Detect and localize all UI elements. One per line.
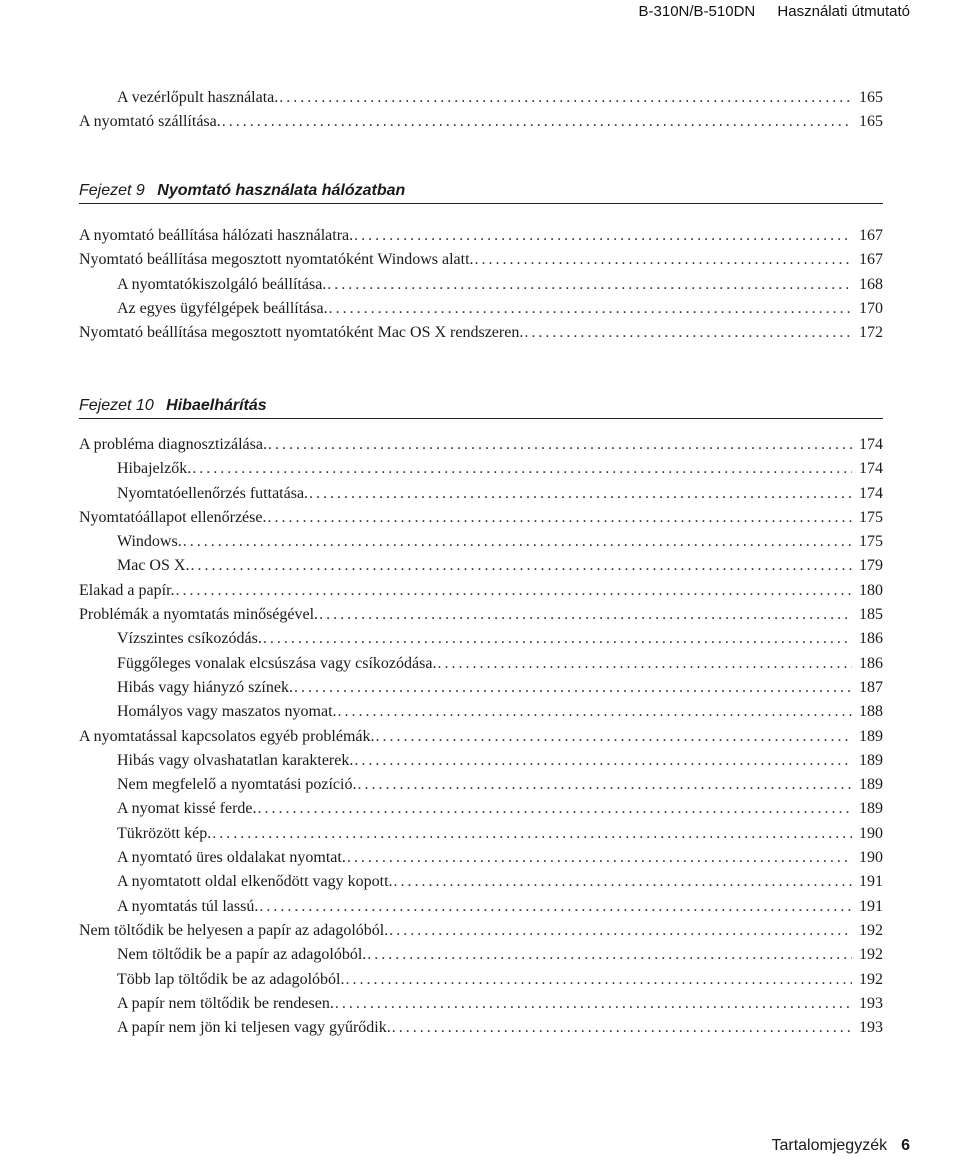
toc-entry-title: A nyomtató szállítása. bbox=[79, 113, 221, 131]
toc-leader-dots bbox=[329, 297, 852, 321]
toc-leader-dots bbox=[259, 895, 852, 919]
toc-leader-dots bbox=[392, 1016, 852, 1040]
toc-leader-dots bbox=[279, 86, 852, 110]
toc-entry-page: 189 bbox=[859, 800, 883, 818]
toc-entry-page: 175 bbox=[859, 508, 883, 526]
toc-leader-dots bbox=[389, 919, 852, 943]
toc-entry[interactable] bbox=[79, 224, 883, 248]
toc-entry-page: 174 bbox=[859, 460, 883, 478]
toc-entry-page: 191 bbox=[859, 897, 883, 915]
chapter-9-title: Nyomtató használata hálózatban bbox=[157, 182, 406, 199]
toc-entry-title: A nyomtatás túl lassú. bbox=[117, 897, 259, 915]
toc-entry-title: Vízszintes csíkozódás. bbox=[117, 630, 262, 648]
toc-entry-title: A nyomat kissé ferde. bbox=[117, 800, 257, 818]
toc-entry-title: A nyomtatással kapcsolatos egyéb problémák. bbox=[79, 727, 375, 745]
toc-leader-dots bbox=[354, 749, 852, 773]
toc-entry[interactable] bbox=[79, 773, 883, 797]
toc-entry-page: 189 bbox=[859, 776, 883, 794]
toc-leader-dots bbox=[268, 433, 852, 457]
toc-entry[interactable] bbox=[79, 86, 883, 110]
toc-entry-title: Mac OS X. bbox=[117, 557, 190, 575]
toc-entry-title: A nyomtatókiszolgáló beállítása. bbox=[117, 275, 327, 293]
toc-entry[interactable] bbox=[79, 433, 883, 457]
chapter-10-number: Fejezet 10 bbox=[79, 397, 154, 414]
toc-leader-dots bbox=[335, 992, 852, 1016]
toc-entry-page: 191 bbox=[859, 873, 883, 891]
toc-entry-page: 189 bbox=[859, 727, 883, 745]
toc-entry-title: A papír nem jön ki teljesen vagy gyűrődik. bbox=[117, 1019, 391, 1037]
toc-entry-title: Nyomtatóellenőrzés futtatása. bbox=[117, 484, 309, 502]
toc-entry-title: Több lap töltődik be az adagolóból. bbox=[117, 970, 345, 988]
toc-entry-page: 189 bbox=[859, 751, 883, 769]
toc-leader-dots bbox=[267, 506, 852, 530]
toc-entry[interactable] bbox=[79, 992, 883, 1016]
toc-entry[interactable] bbox=[79, 700, 883, 724]
chapter-10-entries bbox=[79, 433, 883, 1040]
toc-entry-title: Windows. bbox=[117, 533, 182, 551]
toc-leader-dots bbox=[338, 700, 852, 724]
toc-leader-dots bbox=[176, 579, 852, 603]
toc-entry-title: Nem töltődik be helyesen a papír az adagolóból. bbox=[79, 921, 389, 939]
toc-entry[interactable] bbox=[79, 554, 883, 578]
toc-leader-dots bbox=[258, 797, 852, 821]
toc-leader-dots bbox=[327, 273, 852, 297]
header-doc-title: Használati útmutató bbox=[777, 3, 910, 20]
toc-leader-dots bbox=[309, 482, 852, 506]
toc-entry[interactable] bbox=[79, 1016, 883, 1040]
toc-entry-title: A papír nem töltődik be rendesen. bbox=[117, 994, 334, 1012]
toc-entry-page: 188 bbox=[859, 703, 883, 721]
toc-entry-page: 165 bbox=[859, 113, 883, 131]
toc-entry-page: 179 bbox=[859, 557, 883, 575]
toc-entry-page: 186 bbox=[859, 654, 883, 672]
toc-entry[interactable] bbox=[79, 530, 883, 554]
footer-section: Tartalomjegyzék bbox=[771, 1137, 888, 1154]
page-footer bbox=[771, 1137, 910, 1155]
footer-page-number: 6 bbox=[901, 1137, 910, 1154]
toc-entry[interactable] bbox=[79, 846, 883, 870]
toc-entry-page: 193 bbox=[859, 994, 883, 1012]
toc-entry-title: A vezérlőpult használata. bbox=[117, 89, 279, 106]
toc-leader-dots bbox=[222, 110, 852, 134]
toc-entry[interactable] bbox=[79, 321, 883, 345]
toc-leader-dots bbox=[475, 248, 852, 272]
toc-entry-page: 193 bbox=[859, 1019, 883, 1037]
toc-entry-page: 174 bbox=[859, 484, 883, 502]
toc-entry-title: Problémák a nyomtatás minőségével. bbox=[79, 606, 319, 624]
toc-entry[interactable] bbox=[79, 943, 883, 967]
toc-entry[interactable] bbox=[79, 482, 883, 506]
toc-entry[interactable] bbox=[79, 870, 883, 894]
toc-entry[interactable] bbox=[79, 248, 883, 272]
chapter-10-heading bbox=[79, 397, 883, 419]
toc-entry-page: 192 bbox=[859, 946, 883, 964]
toc-leader-dots bbox=[347, 846, 852, 870]
toc-entry[interactable] bbox=[79, 652, 883, 676]
toc-entry-page: 168 bbox=[859, 275, 883, 293]
toc-leader-dots bbox=[192, 457, 852, 481]
toc-entry-title: A nyomtató beállítása hálózati használatra. bbox=[79, 227, 354, 244]
toc-entry-page: 170 bbox=[859, 299, 883, 317]
toc-entry-page: 175 bbox=[859, 533, 883, 551]
toc-leader-dots bbox=[319, 603, 852, 627]
toc-leader-dots bbox=[263, 627, 852, 651]
toc-entry[interactable] bbox=[79, 457, 883, 481]
toc-entry[interactable] bbox=[79, 895, 883, 919]
toc-entry-page: 187 bbox=[859, 678, 883, 696]
toc-entry-page: 165 bbox=[859, 89, 883, 106]
toc-top-entries bbox=[79, 86, 883, 135]
toc-entry-page: 192 bbox=[859, 921, 883, 939]
toc-entry-page: 190 bbox=[859, 849, 883, 867]
toc-entry[interactable] bbox=[79, 603, 883, 627]
toc-leader-dots bbox=[346, 968, 853, 992]
toc-entry[interactable] bbox=[79, 919, 883, 943]
toc-entry-page: 190 bbox=[859, 824, 883, 842]
toc-entry-page: 186 bbox=[859, 630, 883, 648]
chapter-9-number: Fejezet 9 bbox=[79, 182, 145, 199]
toc-entry[interactable] bbox=[79, 297, 883, 321]
toc-entry-title: Hibás vagy hiányzó színek. bbox=[117, 678, 293, 696]
toc-leader-dots bbox=[294, 676, 852, 700]
toc-leader-dots bbox=[183, 530, 852, 554]
toc-leader-dots bbox=[394, 870, 852, 894]
toc-entry[interactable] bbox=[79, 968, 883, 992]
toc-entry-title: Tükrözött kép. bbox=[117, 824, 212, 842]
toc-leader-dots bbox=[375, 725, 852, 749]
toc-entry-title: Nyomtató beállítása megosztott nyomtatóként Windows alatt. bbox=[79, 251, 474, 269]
toc-entry-title: Nem megfelelő a nyomtatási pozíció. bbox=[117, 776, 357, 794]
header-model: B-310N/B-510DN bbox=[638, 3, 756, 20]
toc-entry-page: 180 bbox=[859, 581, 883, 599]
toc-entry-title: Az egyes ügyfélgépek beállítása. bbox=[117, 299, 328, 317]
toc-entry-title: A nyomtató üres oldalakat nyomtat. bbox=[117, 849, 346, 867]
page-header bbox=[639, 0, 910, 24]
toc-entry-title: Nyomtató beállítása megosztott nyomtatóként Mac OS X rendszeren. bbox=[79, 324, 524, 342]
toc-leader-dots bbox=[212, 822, 852, 846]
toc-entry-page: 172 bbox=[859, 324, 883, 342]
toc-entry[interactable] bbox=[79, 579, 883, 603]
toc-entry[interactable] bbox=[79, 273, 883, 297]
toc-entry[interactable] bbox=[79, 822, 883, 846]
toc-entry[interactable] bbox=[79, 725, 883, 749]
toc-entry-page: 174 bbox=[859, 436, 883, 453]
toc-entry-title: Elakad a papír. bbox=[79, 581, 175, 599]
toc-entry-title: Hibajelzők. bbox=[117, 460, 192, 478]
toc-leader-dots bbox=[190, 554, 852, 578]
toc-entry-page: 185 bbox=[859, 606, 883, 624]
toc-entry-title: Homályos vagy maszatos nyomat. bbox=[117, 703, 337, 721]
toc-entry-title: Nem töltődik be a papír az adagolóból. bbox=[117, 946, 367, 964]
toc-entry[interactable] bbox=[79, 110, 883, 134]
toc-entry-title: Hibás vagy olvashatatlan karakterek. bbox=[117, 751, 354, 769]
toc-leader-dots bbox=[367, 943, 852, 967]
toc-entry-title: Nyomtatóállapot ellenőrzése. bbox=[79, 508, 267, 526]
toc-entry-title: A nyomtatott oldal elkenődött vagy kopott. bbox=[117, 873, 393, 891]
chapter-10-title: Hibaelhárítás bbox=[166, 397, 267, 414]
toc-leader-dots bbox=[437, 652, 852, 676]
toc-entry-title: A probléma diagnosztizálása. bbox=[79, 436, 267, 453]
chapter-9-entries bbox=[79, 224, 883, 345]
toc-leader-dots bbox=[524, 321, 852, 345]
toc-entry-title: Függőleges vonalak elcsúszása vagy csíkozódása. bbox=[117, 654, 437, 672]
toc-leader-dots bbox=[357, 773, 852, 797]
toc-leader-dots bbox=[354, 224, 852, 248]
toc-entry-page: 192 bbox=[859, 970, 883, 988]
toc-entry[interactable] bbox=[79, 506, 883, 530]
chapter-9-heading bbox=[79, 182, 883, 204]
toc-entry[interactable] bbox=[79, 749, 883, 773]
toc-entry-page: 167 bbox=[859, 251, 883, 269]
toc-entry[interactable] bbox=[79, 676, 883, 700]
toc-entry-page: 167 bbox=[859, 227, 883, 244]
toc-entry[interactable] bbox=[79, 797, 883, 821]
toc-entry[interactable] bbox=[79, 627, 883, 651]
